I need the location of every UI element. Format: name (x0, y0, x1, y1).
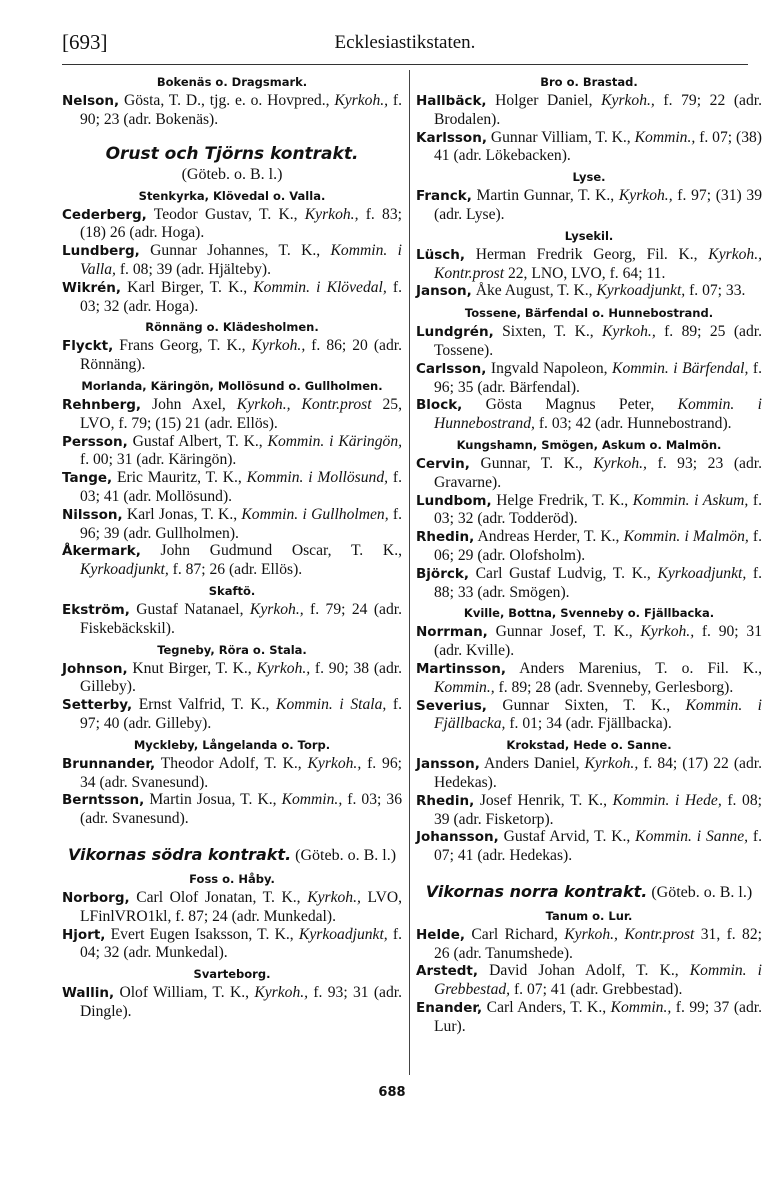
running-title: Ecklesiastikstaten. (334, 32, 476, 53)
contract-heading: Vikornas norra kontrakt. (Göteb. o. B. l.) (425, 881, 753, 901)
parish-heading: Tossene, Bärfendal o. Hunnebostrand. (464, 306, 714, 321)
clergy-entry: Berntsson, Martin Josua, T. K., Kommin., f. 03; 36 (adr. Svanesund). (62, 791, 403, 828)
clergy-entry: Tange, Eric Mauritz, T. K., Kommin. i Mollösund, f. 03; 41 (adr. Mollösund). (62, 469, 402, 505)
surname: Carlsson, (416, 360, 487, 377)
surname: Janson, (416, 283, 472, 300)
parish-heading: Foss o. Håby. (189, 871, 275, 886)
parish-heading: Krokstad, Hede o. Sanne. (506, 738, 672, 753)
surname: Tange, (62, 470, 113, 487)
parish-heading: Bro o. Brastad. (540, 75, 638, 89)
clergy-entry: Hallbäck, Holger Daniel, Kyrkoh., f. 79; 22 (adr. Brodalen). (416, 92, 762, 128)
surname: Lundberg, (62, 243, 140, 260)
clergy-entry: Norborg, Carl Olof Jonatan, T. K., Kyrkoh., LVO, LFinlVRO1kl, f. 87; 24 (adr. Munkedal). (62, 888, 402, 925)
clergy-entry: Block, Gösta Magnus Peter, Kommin. i Hunnebostrand, f. 03; 42 (adr. Hunnebostrand). (416, 396, 762, 433)
surname: Jansson, (416, 756, 480, 773)
surname: Cederberg, (62, 206, 147, 223)
page-reference: [693] (62, 30, 108, 54)
clergy-entry: Hjort, Evert Eugen Isaksson, T. K., Kyrkoadjunkt, f. 04; 32 (adr. Munkedal). (62, 925, 402, 962)
clergy-entry: Cederberg, Teodor Gustav, T. K., Kyrkoh., f. 83; (18) 26 (adr. Hoga). (62, 205, 402, 242)
clergy-entry: Setterby, Ernst Valfrid, T. K., Kommin. i Stala, f. 97; 40 (adr. Gilleby). (62, 696, 402, 732)
surname: Lundbom, (416, 492, 492, 509)
surname: Wikrén, (62, 279, 122, 296)
parish-heading: Stenkyrka, Klövedal o. Valla. (138, 188, 326, 203)
clergy-entry: Jansson, Anders Daniel, Kyrkoh., f. 84; (17) 22 (adr. Hedekas). (416, 755, 762, 791)
clergy-entry: Arstedt, David Johan Adolf, T. K., Kommin. i Grebbestad, f. 07; 41 (adr. Grebbestad). (416, 962, 762, 999)
clergy-entry: Björck, Carl Gustaf Ludvig, T. K., Kyrkoadjunkt, f. 88; 33 (adr. Smögen). (416, 564, 762, 601)
contract-diocese: (Göteb. o. B. l.) (181, 165, 283, 183)
surname: Flyckt, (62, 338, 114, 355)
clergy-entry: Lüsch, Herman Fredrik Georg, Fil. K., Kyrkoh., Kontr.prost 22, LNO, LVO, f. 64; 11. (416, 245, 762, 282)
surname: Franck, (416, 188, 472, 205)
surname: Norrman, (416, 624, 488, 641)
surname: Enander, (416, 1000, 483, 1017)
clergy-entry: Carlsson, Ingvald Napoleon, Kommin. i Bärfendal, f. 96; 35 (adr. Bärfendal). (416, 359, 762, 396)
clergy-entry: Rhedin, Andreas Herder, T. K., Kommin. i Malmön, f. 06; 29 (adr. Olofsholm). (416, 528, 763, 564)
surname: Martinsson, (416, 660, 506, 677)
clergy-entry: Janson, Åke August, T. K., Kyrkoadjunkt, f. 07; 33. (416, 282, 746, 300)
surname: Brunnander, (62, 755, 156, 772)
parish-heading: Myckleby, Långelanda o. Torp. (133, 737, 331, 752)
contract-heading: Vikornas södra kontrakt. (Göteb. o. B. l.) (67, 844, 397, 864)
surname: Berntsson, (62, 792, 145, 809)
surname: Wallin, (62, 985, 115, 1002)
parish-heading: Lyse. (572, 170, 606, 185)
surname: Karlsson, (416, 129, 487, 146)
surname: Nilsson, (62, 506, 123, 523)
clergy-entry: Wikrén, Karl Birger, T. K., Kommin. i Klövedal, f. 03; 32 (adr. Hoga). (62, 278, 402, 315)
header-rule (62, 64, 748, 65)
clergy-entry: Rehnberg, John Axel, Kyrkoh., Kontr.prost 25, LVO, f. 79; (15) 21 (adr. Ellös). (62, 395, 402, 432)
surname: Johansson, (416, 829, 499, 846)
clergy-entry: Martinsson, Anders Marenius, T. o. Fil. K., Kommin., f. 89; 28 (adr. Svenneby, Gerlesborg). (416, 659, 762, 696)
surname: Block, (416, 397, 463, 414)
surname: Rhedin, (416, 529, 475, 546)
clergy-entry: Persson, Gustaf Albert, T. K., Kommin. i Käringön, f. 00; 31 (adr. Käringön). (62, 432, 403, 469)
surname: Severius, (416, 697, 487, 714)
surname: Arstedt, (416, 963, 478, 980)
clergy-entry: Nilsson, Karl Jonas, T. K., Kommin. i Gullholmen, f. 96; 39 (adr. Gullholmen). (62, 505, 402, 542)
column-divider (409, 70, 410, 1075)
parish-heading: Svarteborg. (193, 967, 271, 982)
parish-heading: Morlanda, Käringön, Mollösund o. Gullholmen. (81, 378, 383, 393)
surname: Ekström, (62, 601, 130, 618)
clergy-entry: Nelson, Gösta, T. D., tjg. e. o. Hovpred., Kyrkoh., f. 90; 23 (adr. Bokenäs). (62, 92, 402, 128)
left-column (62, 70, 402, 1021)
contract-diocese: (Göteb. o. B. l.) (647, 883, 753, 901)
clergy-entry: Lundberg, Gunnar Johannes, T. K., Kommin. i Valla, f. 08; 39 (adr. Hjälteby). (62, 242, 402, 278)
contract-heading: Orust och Tjörns kontrakt. (105, 143, 359, 164)
parish-heading: Lysekil. (564, 228, 614, 243)
clergy-entry: Brunnander, Theodor Adolf, T. K., Kyrkoh., f. 96; 34 (adr. Svanesund). (62, 754, 402, 791)
clergy-entry: Åkermark, John Gudmund Oscar, T. K., Kyrkoadjunkt, f. 87; 26 (adr. Ellös). (62, 542, 402, 579)
page-number: 688 (378, 1085, 406, 1100)
surname: Setterby, (62, 697, 133, 714)
clergy-entry: Helde, Carl Richard, Kyrkoh., Kontr.prost 31, f. 82; 26 (adr. Tanumshede). (416, 925, 762, 962)
clergy-entry: Franck, Martin Gunnar, T. K., Kyrkoh., f. 97; (31) 39 (adr. Lyse). (416, 187, 763, 223)
surname: Rhedin, (416, 792, 475, 809)
parish-heading: Kville, Bottna, Svenneby o. Fjällbacka. (463, 606, 715, 621)
parish-heading: Bokenäs o. Dragsmark. (156, 75, 308, 89)
parish-heading: Skaftö. (208, 583, 256, 598)
surname: Björck, (416, 565, 469, 582)
surname: Hjort, (62, 926, 106, 943)
surname: Lundgrén, (416, 324, 494, 341)
right-column (416, 70, 762, 1036)
parish-heading: Tegneby, Röra o. Stala. (157, 642, 307, 657)
clergy-entry: Lundbom, Helge Fredrik, T. K., Kommin. i Askum, f. 03; 32 (adr. Todderöd). (416, 491, 762, 528)
parish-heading: Tanum o. Lur. (545, 908, 633, 923)
surname: Lüsch, (416, 246, 465, 263)
surname: Rehnberg, (62, 396, 142, 413)
clergy-entry: Cervin, Gunnar, T. K., Kyrkoh., f. 93; 23 (adr. Gravarne). (416, 454, 762, 491)
clergy-entry: Wallin, Olof William, T. K., Kyrkoh., f. 93; 31 (adr. Dingle). (62, 984, 402, 1020)
clergy-entry: Johansson, Gustaf Arvid, T. K., Kommin. i Sanne, f. 07; 41 (adr. Hedekas). (416, 828, 763, 865)
surname: Norborg, (62, 889, 130, 906)
clergy-entry: Severius, Gunnar Sixten, T. K., Kommin. i Fjällbacka, f. 01; 34 (adr. Fjällbacka). (416, 696, 762, 733)
page-header (62, 30, 748, 60)
parish-heading: Rönnäng o. Klädesholmen. (145, 320, 319, 335)
clergy-entry: Flyckt, Frans Georg, T. K., Kyrkoh., f. 86; 20 (adr. Rönnäng). (62, 337, 402, 374)
surname: Nelson, (62, 93, 120, 109)
clergy-entry: Rhedin, Josef Henrik, T. K., Kommin. i Hede, f. 08; 39 (adr. Fisketorp). (416, 791, 762, 828)
surname: Cervin, (416, 455, 470, 472)
surname: Johnson, (62, 660, 128, 677)
clergy-entry: Karlsson, Gunnar Villiam, T. K., Kommin., f. 07; (38) 41 (adr. Lökebacken). (416, 128, 762, 165)
clergy-entry: Lundgrén, Sixten, T. K., Kyrkoh., f. 89; 25 (adr. Tossene). (416, 323, 762, 359)
parish-heading: Kungshamn, Smögen, Askum o. Malmön. (456, 437, 722, 452)
clergy-entry: Ekström, Gustaf Natanael, Kyrkoh., f. 79; 24 (adr. Fiskebäckskil). (62, 600, 402, 637)
contract-diocese: (Göteb. o. B. l.) (291, 846, 397, 864)
clergy-entry: Enander, Carl Anders, T. K., Kommin., f. 99; 37 (adr. Lur). (416, 999, 762, 1035)
clergy-entry: Norrman, Gunnar Josef, T. K., Kyrkoh., f. 90; 31 (adr. Kville). (416, 623, 762, 660)
surname: Helde, (416, 926, 466, 943)
clergy-entry: Johnson, Knut Birger, T. K., Kyrkoh., f. 90; 38 (adr. Gilleby). (62, 659, 402, 696)
surname: Persson, (62, 433, 128, 450)
surname: Åkermark, (62, 543, 141, 560)
surname: Hallbäck, (416, 93, 487, 109)
